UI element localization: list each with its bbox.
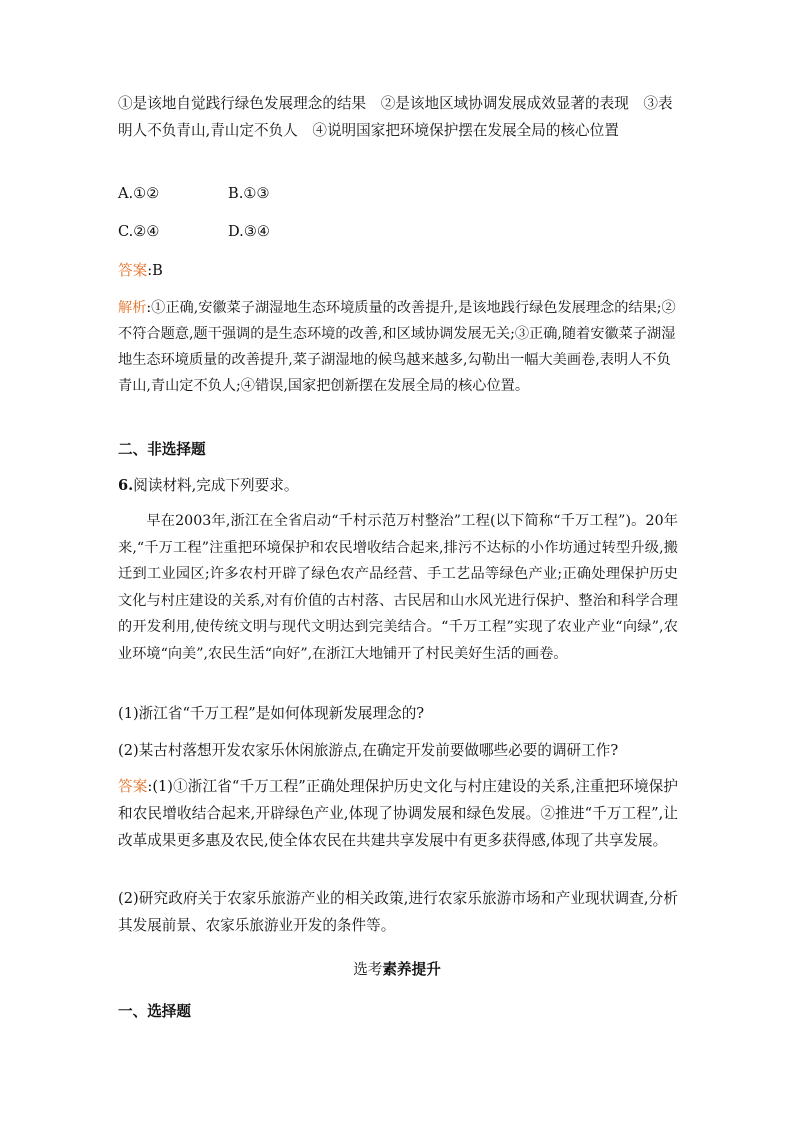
material-text: 早在2003年,浙江在全省启动“千村示范万村整治”工程(以下简称“千万工程”)。20年来,“千万工程”注重把环境保护和农民增收结合起来,排污不达标的小作坊通过转型升级,搬迁到工业园区;许多农村开辟了绿色农产品经营、手工艺品等绿色产业;正确处理保护历史文化与村庄建设的关系,对有价值的古村落、古民居和山水风光进行保护、整治和科学合理的开发利用,使传统文明与现代文明达到完美结合。“千万工程”实现了农业产业“向绿”,农业环境“向美”,农民生活“向好”,在浙江大地铺开了村民美好生活的画卷。: [118, 513, 678, 662]
heading-prefix: 选考: [353, 961, 383, 978]
question-6-prompt: [118, 472, 678, 500]
choice-row: [118, 180, 678, 218]
analysis-5: [118, 295, 678, 399]
choice-d: D.③④: [228, 223, 270, 240]
answer-5: [118, 257, 678, 284]
answer-label: 答案: [118, 778, 148, 795]
question-5-statements: [118, 90, 678, 144]
sub-question-1: (1)浙江省“千万工程”是如何体现新发展理念的?: [118, 705, 425, 722]
statements-text: ①是该地自觉践行绿色发展理念的结果 ②是该地区域协调发展成效显著的表现 ③表明人不负青山,青山定不负人 ④说明国家把环境保护摆在发展全局的核心位置: [118, 95, 673, 139]
analysis-text: :①正确,安徽菜子湖湿地生态环境质量的改善提升,是该地践行绿色发展理念的结果;②不符合题意,题干强调的是生态环境的改善,和区域协调发展无关;③正确,随着安徽菜子湖湿地生态环境质量的改善提升,菜子湖湿地的候鸟越来越多,勾勒出一幅大美画卷,表明人不负青山,青山定不负人;④错误,国家把创新摆在发展全局的核心位置。: [118, 300, 676, 394]
heading-bold: 素养提升: [382, 961, 441, 978]
answer-6-part1: [118, 773, 678, 854]
reading-material: [118, 508, 678, 667]
choice-c: C.②④: [118, 223, 160, 240]
analysis-label: 解析: [118, 300, 147, 316]
section-heading: [0, 956, 794, 984]
answer-text: :(1)①浙江省“千万工程”正确处理保护历史文化与村庄建设的关系,注重把环境保护和农民增收结合起来,开辟绿色产业,体现了协调发展和绿色发展。②推进“千万工程”,让改革成果更多惠及农民,使全体农民在共建共享发展中有更多获得感,体现了共享发展。: [118, 778, 678, 849]
choice-a: A.①②: [118, 185, 160, 202]
choice-options: [118, 180, 678, 256]
question-prompt: 阅读材料,完成下列要求。: [133, 477, 299, 494]
choice-row: [118, 218, 678, 256]
answer-value: :B: [147, 262, 163, 279]
answer-6-part2: [118, 885, 678, 939]
answer-label: 答案: [118, 262, 148, 279]
question-number: 6.: [118, 477, 134, 494]
section-title-choice: 一、选择题: [118, 1003, 191, 1020]
answer-text: (2)研究政府关于农家乐旅游产业的相关政策,进行农家乐旅游市场和产业现状调查,分析其发展前景、农家乐旅游业开发的条件等。: [118, 890, 678, 934]
choice-b: B.①③: [228, 185, 270, 202]
sub-question-2: (2)某古村落想开发农家乐休闲旅游点,在确定开发前要做哪些必要的调研工作?: [118, 742, 619, 759]
section-title-non-choice: 二、非选择题: [118, 441, 206, 458]
